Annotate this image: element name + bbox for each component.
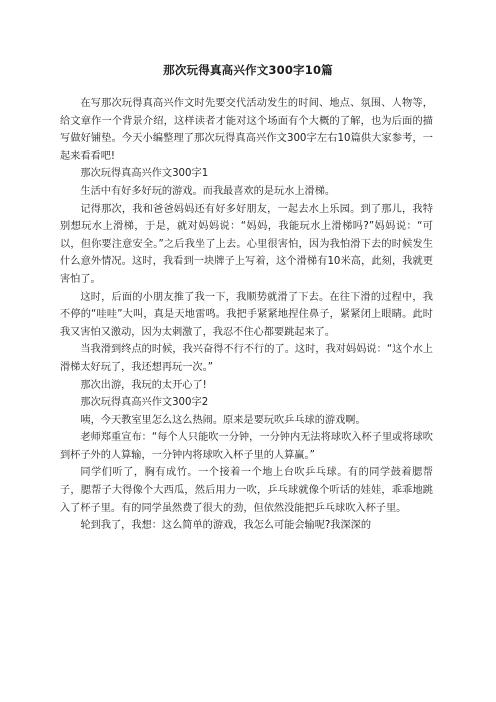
paragraph: 同学们听了，胸有成竹。一个接着一个地上台吹乒乓球。有的同学鼓着腮帮子，腮帮子大得像个大西瓜，然后用力一吹，乒乓球就像个听话的娃娃，乖乖地跳入了杯子里。有的同学虽然费了很大的劲，但依然没能把乒乓球吹入杯子里。 — [60, 467, 433, 514]
paragraph: 老师郑重宣布：“每个人只能吹一分钟，一分钟内无法将球吹入杯子里或将球吹到杯子外的人算输，一分钟内将球吹入杯子里的人算赢。” — [60, 432, 433, 461]
document-body — [60, 95, 433, 535]
paragraph: 这时，后面的小朋友推了我一下，我顺势就滑了下去。在往下滑的过程中，我不停的“哇哇”大叫，真是天地雷鸣。我把手紧紧地捏住鼻子，紧紧闭上眼睛。此时我又害怕又激动，因为太刺激了，我忍不住心都要跳起来了。 — [60, 291, 433, 338]
paragraph: 那次出游，我玩的太开心了! — [80, 379, 207, 391]
section-heading-2: 那次玩得真高兴作文300字2 — [80, 397, 209, 409]
document-title: 那次玩得真高兴作文300字10篇 — [163, 63, 333, 77]
section-heading-1: 那次玩得真高兴作文300字1 — [80, 168, 209, 180]
paragraph: 轮到我了，我想：这么简单的游戏，我怎么可能会输呢?我深深的 — [80, 520, 372, 532]
paragraph: 记得那次，我和爸爸妈妈还有好多好朋友，一起去水上乐园。到了那儿，我特别想玩水上滑梯，于是，就对妈妈说：“妈妈，我能玩水上滑梯吗?”妈妈说：“可以，但你要注意安全。”之后我坐了上去。心里很害怕，因为我怕滑下去的时候发生什么意外情况。这时，我看到一块牌子上写着，这个滑梯有10米高，此刻，我就更害怕了。 — [60, 203, 433, 285]
paragraph: 咦，今天教室里怎么这么热闹。原来是要玩吹乒乓球的游戏啊。 — [80, 414, 366, 426]
paragraph: 生活中有好多好玩的游戏。而我最喜欢的是玩水上滑梯。 — [80, 185, 336, 197]
paragraph: 当我滑到终点的时候，我兴奋得不行不行的了。这时，我对妈妈说：“这个水上滑梯太好玩了，我还想再玩一次。” — [60, 344, 433, 373]
paragraph-intro: 在写那次玩得真高兴作文时先要交代活动发生的时间、地点、氛围、人物等，给文章作一个背景介绍，这样读者才能对这个场面有个大概的了解，也为后面的描写做好铺垫。今天小编整理了那次玩得真高兴作文300字左右10篇供大家参考，一起来看看吧! — [60, 98, 433, 162]
